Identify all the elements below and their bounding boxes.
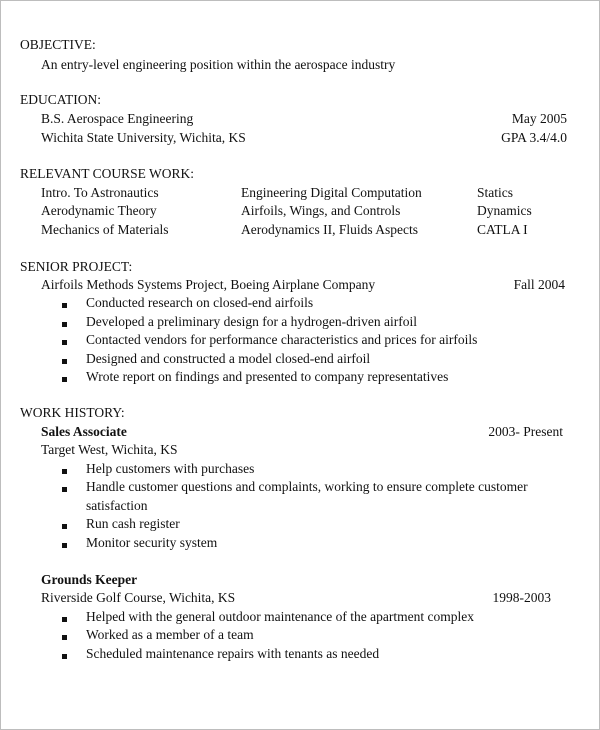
bullet-icon: [61, 369, 69, 389]
bullet-icon: [61, 516, 69, 536]
education-school: Wichita State University, Wichita, KS: [41, 130, 246, 145]
course-item: Intro. To Astronautics: [41, 185, 159, 200]
course-item: CATLA I: [477, 222, 528, 237]
job-bullet: Help customers with purchases: [86, 461, 255, 476]
job-bullet: Scheduled maintenance repairs with tenants as needed: [86, 646, 380, 661]
bullet-icon: [61, 461, 69, 481]
bullet-icon: [61, 351, 69, 371]
coursework-heading: RELEVANT COURSE WORK:: [20, 166, 195, 181]
bullet-icon: [61, 295, 69, 315]
education-gpa: GPA 3.4/4.0: [501, 130, 567, 145]
course-item: Aerodynamic Theory: [41, 203, 157, 218]
project-title: Airfoils Methods Systems Project, Boeing Airplane Company: [41, 277, 376, 292]
job-bullet: Run cash register: [86, 516, 180, 531]
project-heading: SENIOR PROJECT:: [20, 259, 133, 274]
job-employer: Target West, Wichita, KS: [41, 442, 178, 457]
project-bullet: Wrote report on findings and presented to company representatives: [86, 369, 449, 384]
objective-text: An entry-level engineering position within the aerospace industry: [41, 57, 396, 72]
course-item: Airfoils, Wings, and Controls: [241, 203, 401, 218]
job-bullet: Monitor security system: [86, 535, 218, 550]
project-bullet: Conducted research on closed-end airfoils: [86, 295, 314, 310]
job-dates: 1998-2003: [492, 590, 551, 605]
project-date: Fall 2004: [513, 277, 565, 292]
work-heading: WORK HISTORY:: [20, 405, 125, 420]
job-employer: Riverside Golf Course, Wichita, KS: [41, 590, 236, 605]
job-bullet-continuation: satisfaction: [86, 498, 148, 513]
bullet-icon: [61, 332, 69, 352]
course-item: Dynamics: [477, 203, 532, 218]
bullet-icon: [61, 479, 69, 499]
bullet-icon: [61, 627, 69, 647]
project-bullet: Developed a preliminary design for a hydrogen-driven airfoil: [86, 314, 418, 329]
education-date: May 2005: [511, 111, 567, 126]
job-dates: 2003- Present: [488, 424, 563, 439]
project-bullet: Designed and constructed a model closed-end airfoil: [86, 351, 371, 366]
course-item: Engineering Digital Computation: [241, 185, 422, 200]
bullet-icon: [61, 646, 69, 666]
objective-heading: OBJECTIVE:: [20, 37, 96, 52]
education-degree: B.S. Aerospace Engineering: [41, 111, 194, 126]
course-item: Aerodynamics II, Fluids Aspects: [241, 222, 418, 237]
bullet-icon: [61, 314, 69, 334]
education-heading: EDUCATION:: [20, 92, 101, 107]
project-bullet: Contacted vendors for performance characteristics and prices for airfoils: [86, 332, 478, 347]
job-bullet: Worked as a member of a team: [86, 627, 254, 642]
job-bullet: Helped with the general outdoor maintenance of the apartment complex: [86, 609, 474, 624]
bullet-icon: [61, 609, 69, 629]
course-item: Statics: [477, 185, 513, 200]
job-bullet: Handle customer questions and complaints, working to ensure complete customer: [86, 479, 528, 494]
bullet-icon: [61, 535, 69, 555]
job-title: Grounds Keeper: [41, 572, 138, 587]
job-title: Sales Associate: [41, 424, 127, 439]
course-item: Mechanics of Materials: [41, 222, 169, 237]
